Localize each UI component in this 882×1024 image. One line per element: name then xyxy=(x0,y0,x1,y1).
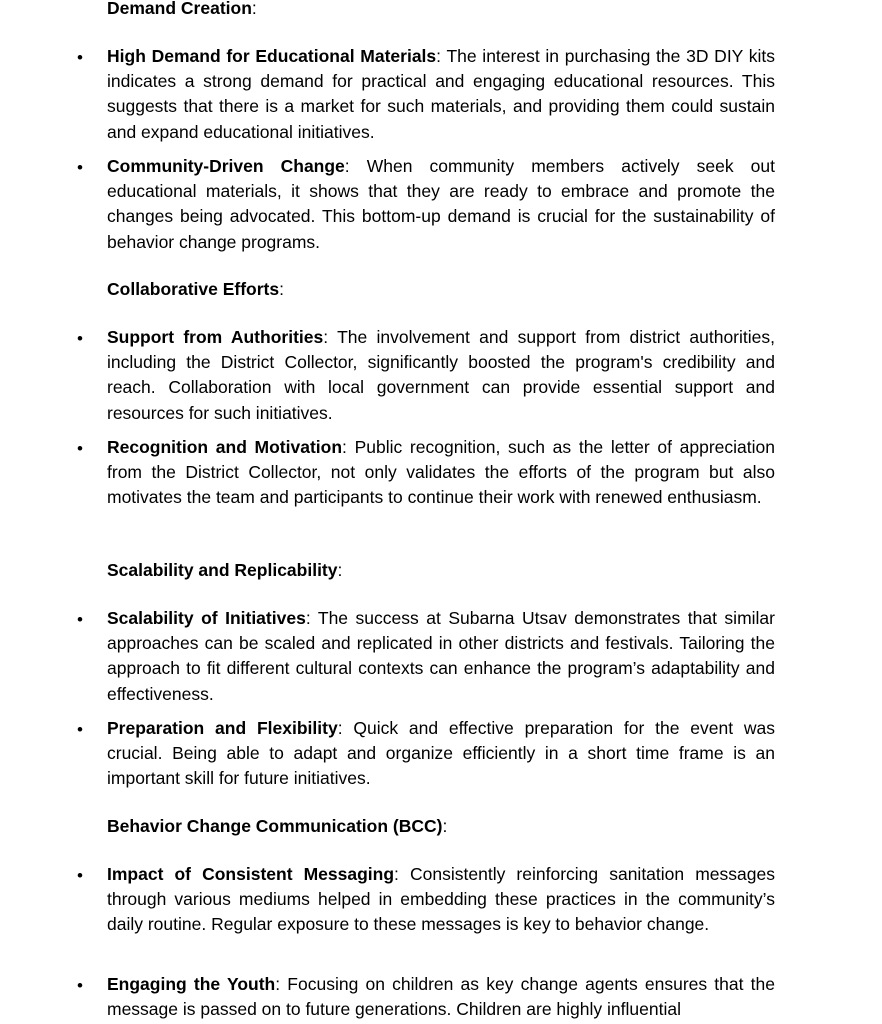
bullet-icon: • xyxy=(77,329,83,348)
section-heading: Behavior Change Communication (BCC): xyxy=(107,816,448,836)
list-item: Preparation and Flexibility: Quick and effective preparation for the event was crucial. Being able to adapt and organize efficiently in a short time frame is an important skill for future initiatives. xyxy=(107,718,775,789)
item-text: Quick and effective preparation for the event was crucial. Being able to adapt and organize efficiently in a short time frame is an important skill for future initiatives. xyxy=(107,718,775,789)
bullet-icon: • xyxy=(77,48,83,67)
list-item: Community-Driven Change: When community members actively seek out educational materials, it shows that they are ready to embrace and promote the changes being advocated. This bottom-up demand is crucial for the sustainability of behavior change programs. xyxy=(107,156,775,252)
item-title: Support from Authorities xyxy=(107,327,324,347)
item-title: Preparation and Flexibility xyxy=(107,718,338,738)
list-item: Engaging the Youth: Focusing on children as key change agents ensures that the message is passed on to future generations. Children are highly influential xyxy=(107,974,775,1020)
bullet-icon: • xyxy=(77,158,83,177)
item-text: When community members actively seek out educational materials, it shows that they are ready to embrace and promote the changes being advocated. This bottom-up demand is crucial for the sustainability of behavior change programs. xyxy=(107,156,775,252)
bullet-icon: • xyxy=(77,720,83,739)
section-heading: Demand Creation: xyxy=(107,0,257,18)
bullet-icon: • xyxy=(77,610,83,629)
item-title: High Demand for Educational Materials xyxy=(107,46,437,66)
item-text: The involvement and support from district authorities, including the District Collector, significantly boosted the program's credibility and reach. Collaboration with local government can provide essential support and resources for such initiatives. xyxy=(107,327,775,423)
item-text: Consistently reinforcing sanitation messages through various mediums helped in embedding these practices in the community’s daily routine. Regular exposure to these messages is key to behavior change. xyxy=(107,864,775,935)
item-text: The interest in purchasing the 3D DIY kits indicates a strong demand for practical and engaging educational resources. This suggests that there is a market for such materials, and providing them could sustain and expand educational initiatives. xyxy=(107,46,776,142)
item-title: Scalability of Initiatives xyxy=(107,608,306,628)
list-item: Scalability of Initiatives: The success at Subarna Utsav demonstrates that similar approaches can be scaled and replicated in other districts and festivals. Tailoring the approach to fit different cultural contexts can enhance the program’s adaptability and effectiveness. xyxy=(107,608,775,704)
bullet-icon: • xyxy=(77,866,83,885)
section-heading: Scalability and Replicability: xyxy=(107,560,343,580)
bullet-icon: • xyxy=(77,976,83,995)
section-heading: Collaborative Efforts: xyxy=(107,279,284,299)
item-title: Recognition and Motivation xyxy=(107,437,343,457)
list-item: High Demand for Educational Materials: The interest in purchasing the 3D DIY kits indicates a strong demand for practical and engaging educational resources. This suggests that there is a market for such materials, and providing them could sustain and expand educational initiatives. xyxy=(107,46,776,142)
item-title: Impact of Consistent Messaging xyxy=(107,864,395,884)
list-item: Impact of Consistent Messaging: Consistently reinforcing sanitation messages through various mediums helped in embedding these practices in the community’s daily routine. Regular exposure to these messages is key to behavior change. xyxy=(107,864,775,935)
item-text: The success at Subarna Utsav demonstrates that similar approaches can be scaled and replicated in other districts and festivals. Tailoring the approach to fit different cultural contexts can enhance the program’s adaptability and effectiveness. xyxy=(107,608,775,704)
item-text: Focusing on children as key change agents ensures that the message is passed on to future generations. Children are highly influential xyxy=(107,974,775,1020)
item-title: Engaging the Youth xyxy=(107,974,276,994)
item-title: Community-Driven Change xyxy=(107,156,345,176)
list-item: Recognition and Motivation: Public recognition, such as the letter of appreciation from the District Collector, not only validates the efforts of the program but also motivates the team and participants to continue their work with renewed enthusiasm. xyxy=(107,437,775,508)
item-text: Public recognition, such as the letter of appreciation from the District Collector, not only validates the efforts of the program but also motivates the team and participants to continue their work with renewed enthusiasm. xyxy=(107,437,775,508)
bullet-icon: • xyxy=(77,439,83,458)
list-item: Support from Authorities: The involvement and support from district authorities, including the District Collector, significantly boosted the program's credibility and reach. Collaboration with local government can provide essential support and resources for such initiatives. xyxy=(107,327,775,423)
